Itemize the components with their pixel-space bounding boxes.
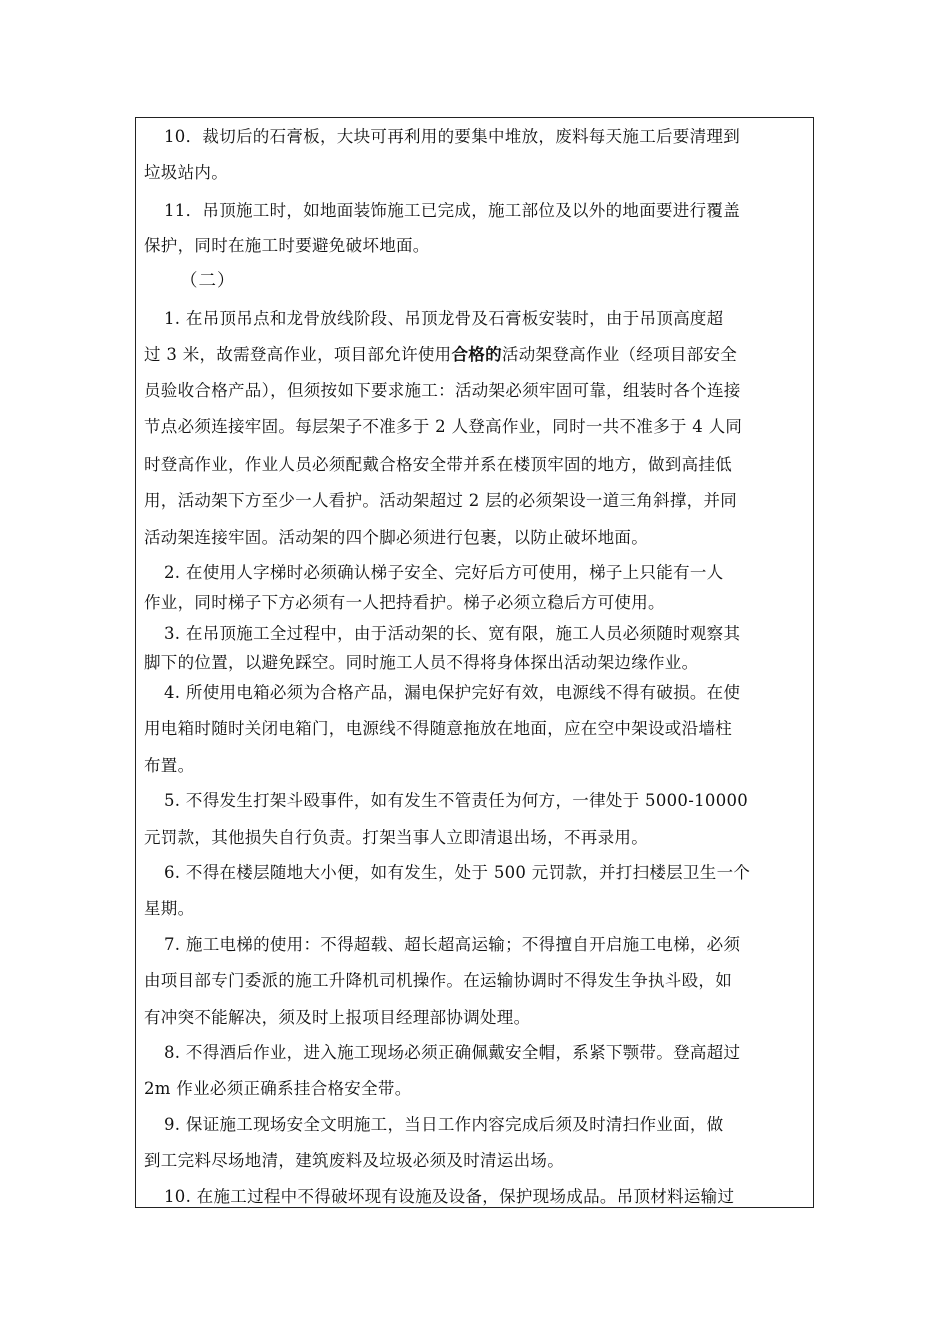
text-line: 用电箱时随时关闭电箱门，电源线不得随意拖放在地面，应在空中架设或沿墙柱 <box>144 719 732 738</box>
text-line: 1. 在吊顶吊点和龙骨放线阶段、吊顶龙骨及石膏板安装时，由于吊顶高度超 <box>164 309 724 328</box>
bold-text: 合格的 <box>451 345 502 364</box>
text-line: 垃圾站内。 <box>144 163 228 182</box>
text-line: 用，活动架下方至少一人看护。活动架超过 2 层的必须架设一道三角斜撑，并同 <box>144 491 738 510</box>
text-line: 2. 在使用人字梯时必须确认梯子安全、完好后方可使用，梯子上只能有一人 <box>164 563 724 582</box>
text-line: 5. 不得发生打架斗殴事件，如有发生不管责任为何方，一律处于 5000-10000 <box>164 791 749 810</box>
text-line: 保护，同时在施工时要避免破坏地面。 <box>144 236 430 255</box>
text-line: 由项目部专门委派的施工升降机司机操作。在运输协调时不得发生争执斗殴，如 <box>144 971 732 990</box>
text-line: 到工完料尽场地清，建筑废料及垃圾必须及时清运出场。 <box>144 1151 564 1170</box>
text-line: 11．吊顶施工时，如地面装饰施工已完成，施工部位及以外的地面要进行覆盖 <box>164 201 740 220</box>
text-line: 4. 所使用电箱必须为合格产品，漏电保护完好有效，电源线不得有破损。在使 <box>164 683 741 702</box>
text-line: 时登高作业，作业人员必须配戴合格安全带并系在楼顶牢固的地方，做到高挂低 <box>144 455 732 474</box>
text-line: 脚下的位置，以避免踩空。同时施工人员不得将身体探出活动架边缘作业。 <box>144 653 699 672</box>
text-line: 3. 在吊顶施工全过程中，由于活动架的长、宽有限，施工人员必须随时观察其 <box>164 624 741 643</box>
text-line: 7. 施工电梯的使用：不得超载、超长超高运输；不得擅自开启施工电梯，必须 <box>164 935 741 954</box>
text-line: 作业，同时梯子下方必须有一人把持看护。梯子必须立稳后方可使用。 <box>144 593 665 612</box>
text-line: 节点必须连接牢固。每层架子不准多于 2 人登高作业，同时一共不准多于 4 人同 <box>144 417 743 436</box>
text-line: 9. 保证施工现场安全文明施工，当日工作内容完成后须及时清扫作业面，做 <box>164 1115 724 1134</box>
text-line <box>144 345 737 365</box>
text-line: 6. 不得在楼层随地大小便，如有发生，处于 500 元罚款，并打扫楼层卫生一个 <box>164 863 751 882</box>
text-line: 星期。 <box>144 899 195 918</box>
text-line: 布置。 <box>144 756 195 775</box>
text-run: 过 3 米，故需登高作业，项目部允许使用 <box>144 345 452 364</box>
text-line: 有冲突不能解决，须及时上报项目经理部协调处理。 <box>144 1008 531 1027</box>
text-run: 活动架登高作业（经项目部安全 <box>501 345 738 364</box>
section-heading: （二） <box>180 271 236 291</box>
text-line: 2m 作业必须正确系挂合格安全带。 <box>144 1079 412 1098</box>
text-line: 元罚款，其他损失自行负责。打架当事人立即清退出场，不再录用。 <box>144 828 648 847</box>
text-line: 10. 在施工过程中不得破坏现有设施及设备，保护现场成品。吊顶材料运输过 <box>164 1187 735 1206</box>
text-line: 10．裁切后的石膏板，大块可再利用的要集中堆放，废料每天施工后要清理到 <box>164 127 740 146</box>
text-line: 员验收合格产品），但须按如下要求施工：活动架必须牢固可靠，组装时各个连接 <box>144 381 741 400</box>
text-line: 活动架连接牢固。活动架的四个脚必须进行包裹，以防止破坏地面。 <box>144 528 648 547</box>
text-line: 8. 不得酒后作业，进入施工现场必须正确佩戴安全帽，系紧下颚带。登高超过 <box>164 1043 741 1062</box>
